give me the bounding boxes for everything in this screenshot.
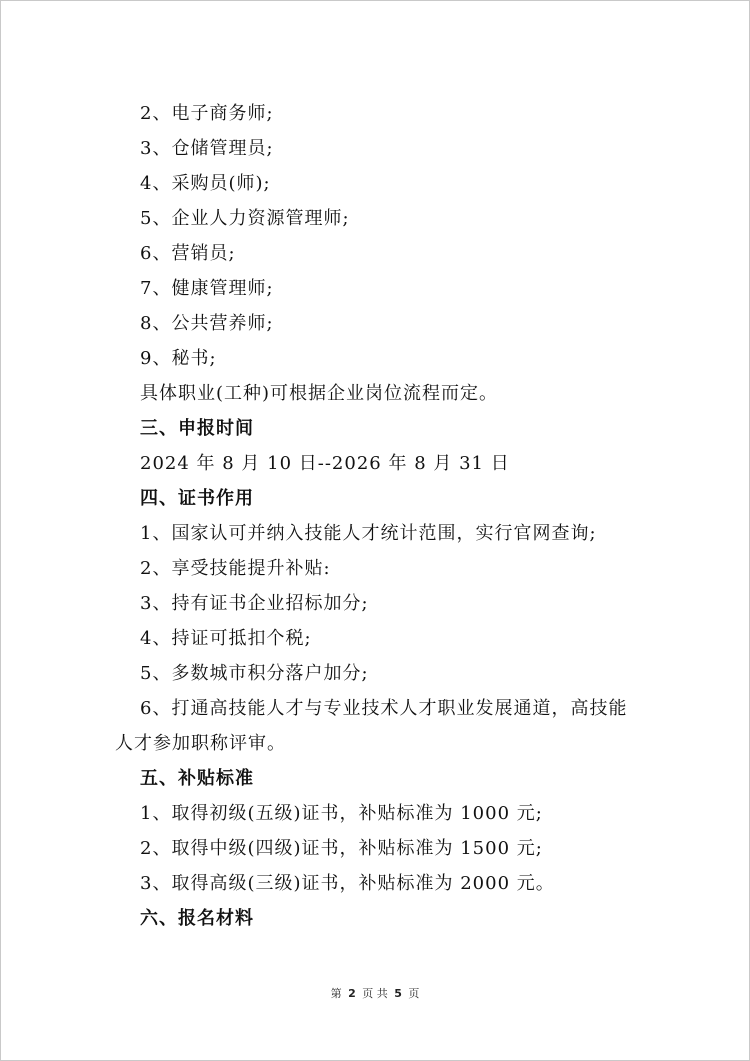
list-item: 8、公共营养师; — [140, 313, 274, 334]
list-item: 4、采购员(师); — [140, 173, 271, 194]
list-item: 2、取得中级(四级)证书，补贴标准为 1500 元; — [140, 838, 543, 859]
list-item: 5、多数城市积分落户加分; — [140, 663, 369, 684]
footer-prefix: 第 — [330, 987, 342, 1000]
list-item: 6、营销员; — [140, 243, 236, 264]
total-pages-number: 5 — [394, 987, 402, 1000]
section-heading-certificate-use: 四、证书作用 — [140, 488, 254, 509]
list-item: 1、国家认可并纳入技能人才统计范围，实行官网查询; — [140, 523, 597, 544]
application-period: 2024 年 8 月 10 日--2026 年 8 月 31 日 — [140, 453, 510, 474]
page-footer — [0, 985, 750, 1001]
list-item: 4、持证可抵扣个税; — [140, 628, 312, 649]
list-item: 9、秘书; — [140, 348, 217, 369]
list-item: 3、仓储管理员; — [140, 138, 274, 159]
document-body — [115, 96, 660, 936]
section-heading-application-materials: 六、报名材料 — [140, 908, 254, 929]
list-item-continuation: 人才参加职称评审。 — [115, 733, 286, 754]
list-item: 6、打通高技能人才与专业技术人才职业发展通道，高技能 — [140, 698, 628, 719]
list-item: 5、企业人力资源管理师; — [140, 208, 350, 229]
list-item: 2、享受技能提升补贴: — [140, 558, 331, 579]
section-heading-application-time: 三、申报时间 — [140, 418, 254, 439]
list-item: 3、持有证书企业招标加分; — [140, 593, 369, 614]
occupation-note: 具体职业(工种)可根据企业岗位流程而定。 — [140, 383, 499, 404]
footer-middle: 页 共 — [362, 987, 388, 1000]
list-item: 7、健康管理师; — [140, 278, 274, 299]
section-heading-subsidy-standard: 五、补贴标准 — [140, 768, 254, 789]
list-item: 2、电子商务师; — [140, 103, 274, 124]
current-page-number: 2 — [348, 987, 356, 1000]
footer-suffix: 页 — [408, 987, 420, 1000]
list-item: 1、取得初级(五级)证书，补贴标准为 1000 元; — [140, 803, 543, 824]
list-item: 3、取得高级(三级)证书，补贴标准为 2000 元。 — [140, 873, 555, 894]
